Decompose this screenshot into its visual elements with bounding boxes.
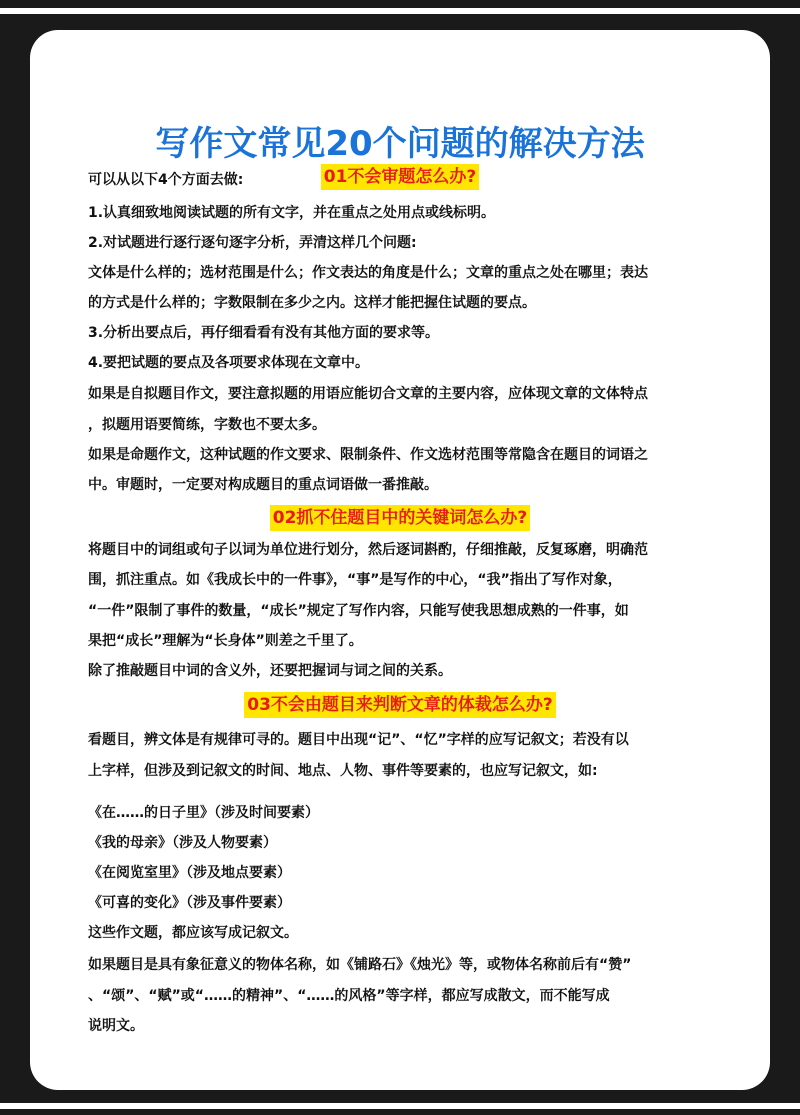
top-border-line (0, 8, 800, 14)
section-heading-03 (30, 692, 770, 718)
section-02-line: 果把“成长”理解为“长身体”则差之千里了。 (88, 633, 363, 649)
section-01-line: 可以从以下4个方面去做: (88, 172, 244, 188)
section-heading-label: 03不会由题目来判断文章的体裁怎么办? (244, 692, 556, 718)
section-02-line: 围，抓注重点。如《我成长中的一件事》，“事”是写作的中心，“我”指出了写作对象， (88, 572, 622, 588)
section-03-line: 、“颂”、“赋”或“……的精神”、“……的风格”等字样，都应写成散文，而不能写成 (88, 988, 610, 1004)
section-01-line: 如果是自拟题目作文，要注意拟题的用语应能切合文章的主要内容，应体现文章的文体特点 (88, 386, 648, 402)
section-heading-label: 01不会审题怎么办? (321, 164, 480, 190)
section-01-line: 2.对试题进行逐行逐句逐字分析，弄清这样几个问题: (88, 235, 417, 251)
section-01-line: 1.认真细致地阅读试题的所有文字，并在重点之处用点或线标明。 (88, 205, 496, 221)
section-02-line: 将题目中的词组或句子以词为单位进行划分，然后逐词斟酌，仔细推敲，反复琢磨，明确范 (88, 542, 648, 558)
section-01-line: 如果是命题作文，这种试题的作文要求、限制条件、作文选材范围等常隐含在题目的词语之 (88, 447, 648, 463)
section-heading-02 (30, 505, 770, 531)
page-title: 写作文常见20个问题的解决方法 (155, 124, 645, 164)
section-01-line: 3.分析出要点后，再仔细看看有没有其他方面的要求等。 (88, 325, 440, 341)
section-03-line: 说明文。 (88, 1018, 144, 1034)
section-01-line: ，拟题用语要简练，字数也不要太多。 (88, 417, 326, 433)
section-heading-label: 02抓不住题目中的关键词怎么办? (270, 505, 531, 531)
section-03-line: 《我的母亲》（涉及人物要素） (88, 835, 277, 851)
section-02-line: “一件”限制了事件的数量，“成长”规定了写作内容，只能写使我思想成熟的一件事，如 (88, 603, 629, 619)
bottom-border-line (0, 1103, 800, 1109)
section-01-line: 中。审题时，一定要对构成题目的重点词语做一番推敲。 (88, 477, 438, 493)
section-03-line: 《可喜的变化》（涉及事件要素） (88, 895, 291, 911)
document-card (30, 30, 770, 1090)
section-03-line: 《在阅览室里》（涉及地点要素） (88, 865, 291, 881)
section-01-line: 的方式是什么样的；字数限制在多少之内。这样才能把握住试题的要点。 (88, 295, 536, 311)
section-01-line: 文体是什么样的；选材范围是什么；作文表达的角度是什么；文章的重点之处在哪里；表达 (88, 265, 648, 281)
section-03-line: 如果题目是具有象征意义的物体名称，如《铺路石》《烛光》等，或物体名称前后有“赞” (88, 957, 632, 973)
section-03-line: 看题目，辨文体是有规律可寻的。题目中出现“记”、“忆”字样的应写记叙文；若没有以 (88, 732, 629, 748)
section-03-line: 这些作文题，都应该写成记叙文。 (88, 925, 298, 941)
section-03-line: 上字样，但涉及到记叙文的时间、地点、人物、事件等要素的，也应写记叙文，如: (88, 763, 598, 779)
section-02-line: 除了推敲题目中词的含义外，还要把握词与词之间的关系。 (88, 663, 452, 679)
section-03-line: 《在……的日子里》（涉及时间要素） (88, 805, 319, 821)
section-01-line: 4.要把试题的要点及各项要求体现在文章中。 (88, 355, 370, 371)
